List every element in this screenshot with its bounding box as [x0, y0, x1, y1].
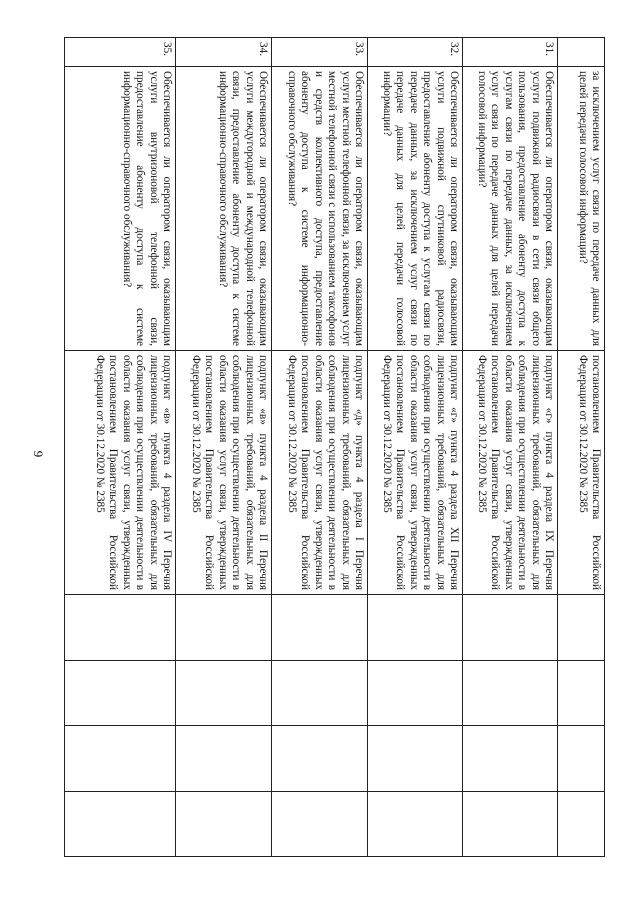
question-cell: Обеспечивается ли оператором связи, оказывающим услуги местной телефонной связи, за исключением услуг местной телефонной связи с использованием таксофонов и средств коллективного доступа, предоставление абоненту доступа к системе информационно-справочного обслуживания? [272, 67, 368, 351]
rotated-table-frame [65, 37, 605, 857]
answer-cell [558, 660, 605, 726]
answer-cell [272, 726, 368, 792]
answer-cell [65, 791, 176, 857]
answer-cell [368, 726, 463, 792]
answer-cell [463, 660, 558, 726]
table-row [558, 38, 605, 857]
legal-basis-cell: подпункт «д» пункта 4 раздела I Перечня лицензионных требований, обязательных для соблюдения при осуществлении деятельности в области оказания услуг связи, утвержденных постановлением Правительства Российской Федерации от 30.12.2020 № 2385 [272, 351, 368, 595]
answer-cell [558, 726, 605, 792]
answer-cell [176, 595, 272, 661]
answer-cell [463, 726, 558, 792]
answer-cell [558, 791, 605, 857]
question-cell: Обеспечивается ли оператором связи, оказывающим услуги междугородной и международной телефонной связи, предоставление абоненту доступа к системе информационно-справочного обслуживания? [176, 67, 272, 351]
checklist-table [64, 37, 605, 857]
row-number: 33. [272, 38, 368, 67]
legal-basis-cell: постановлением Правительства Российской Федерации от 30.12.2020 № 2385 [558, 351, 605, 595]
answer-cell [176, 726, 272, 792]
answer-cell [65, 595, 176, 661]
question-cell: Обеспечивается ли оператором связи, оказывающим услуги подвижной радиосвязи в сети связи общего пользования, предоставление абоненту доступа к услугам связи по передаче данных, за исключением услуг связи по передаче данных для целей передачи голосовой информации? [463, 67, 558, 351]
question-cell: за исключением услуг связи по передаче данных для целей передачи голосовой информации? [558, 67, 605, 351]
answer-cell [558, 595, 605, 661]
row-number: 31. [463, 38, 558, 67]
answer-cell [65, 660, 176, 726]
answer-cell [463, 791, 558, 857]
question-cell: Обеспечивается ли оператором связи, оказывающим услуги внутризоновой телефонной связи, предоставление абоненту доступа к системе информационно-справочного обслуживания? [65, 67, 176, 351]
question-cell: Обеспечивается ли оператором связи, оказывающим услуги подвижной спутниковой радиосвязи, предоставление абоненту доступа к услугам связи по передаче данных, за исключением услуг связи по передаче данных для целей передачи голосовой информации? [368, 67, 463, 351]
row-number [558, 38, 605, 67]
answer-cell [368, 595, 463, 661]
legal-basis-cell: подпункт «г» пункта 4 раздела IX Перечня лицензионных требований, обязательных для соблюдения при осуществлении деятельности в области оказания услуг связи, утвержденных постановлением Правительства Российской Федерации от 30.12.2020 № 2385 [463, 351, 558, 595]
rotated-table-container [65, 37, 640, 590]
answer-cell [368, 660, 463, 726]
answer-cell [368, 791, 463, 857]
answer-cell [176, 791, 272, 857]
row-number: 35. [65, 38, 176, 67]
answer-cell [463, 595, 558, 661]
table-row [368, 38, 463, 857]
legal-basis-cell: подпункт «г» пункта 4 раздела XII Перечня лицензионных требований, обязательных для соблюдения при осуществлении деятельности в области оказания услуг связи, утвержденных постановлением Правительства Российской Федерации от 30.12.2020 № 2385 [368, 351, 463, 595]
answer-cell [272, 595, 368, 661]
legal-basis-cell: подпункт «в» пункта 4 раздела IV Перечня лицензионных требований, обязательных для соблюдения при осуществлении деятельности в области оказания услуг связи, утвержденных постановлением Правительства Российской Федерации от 30.12.2020 № 2385 [65, 351, 176, 595]
answer-cell [176, 660, 272, 726]
row-number: 34. [176, 38, 272, 67]
table-row [65, 38, 176, 857]
answer-cell [272, 791, 368, 857]
row-number: 32. [368, 38, 463, 67]
table-row [272, 38, 368, 857]
table-row [176, 38, 272, 857]
page-number: 9 [31, 450, 46, 458]
answer-cell [65, 726, 176, 792]
table-row [463, 38, 558, 857]
answer-cell [272, 660, 368, 726]
legal-basis-cell: подпункт «в» пункта 4 раздела II Перечня лицензионных требований, обязательных для соблюдения при осуществлении деятельности в области оказания услуг связи, утвержденных постановлением Правительства Российской Федерации от 30.12.2020 № 2385 [176, 351, 272, 595]
